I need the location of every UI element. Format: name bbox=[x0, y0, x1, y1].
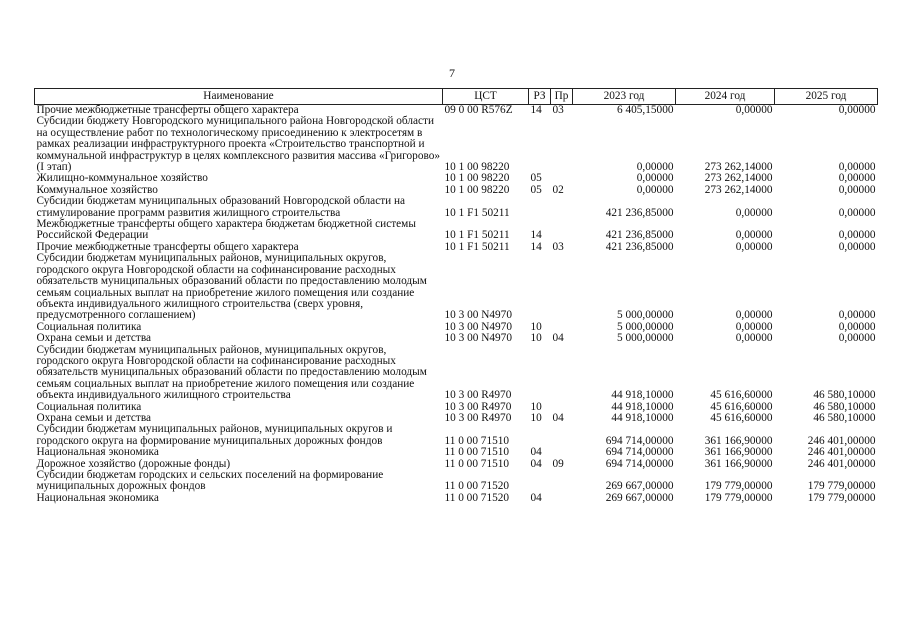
table-row bbox=[35, 196, 878, 219]
row-2025: 0,00000 bbox=[838, 240, 876, 253]
row-cst: 11 0 00 71510 bbox=[444, 446, 510, 459]
row-rz bbox=[529, 253, 551, 321]
row-cst: 10 1 00 98220 bbox=[444, 183, 510, 196]
row-2025: 0,00000 bbox=[838, 332, 876, 345]
table-row bbox=[35, 253, 878, 321]
row-2025: 246 401,00000 bbox=[807, 457, 876, 470]
row-2024: 0,00000 bbox=[735, 240, 773, 253]
row-rz bbox=[529, 116, 551, 173]
row-2023: 5 000,00000 bbox=[617, 332, 674, 345]
row-cst: 10 1 00 98220 bbox=[444, 161, 510, 174]
row-2024: 0,00000 bbox=[735, 229, 773, 242]
row-2023: 269 667,00000 bbox=[605, 491, 674, 504]
row-2025: 0,00000 bbox=[838, 172, 876, 185]
row-name: Социальная политика bbox=[36, 320, 142, 333]
row-2025: 46 580,10000 bbox=[813, 389, 876, 402]
row-pr bbox=[551, 116, 573, 173]
row-2025: 246 401,00000 bbox=[807, 434, 876, 447]
row-2024: 361 166,90000 bbox=[704, 457, 773, 470]
row-cst: 10 3 00 N4970 bbox=[444, 309, 512, 322]
row-cst: 09 0 00 R576Z bbox=[444, 104, 513, 116]
row-2023: 5 000,00000 bbox=[617, 309, 674, 322]
row-cst: 11 0 00 71510 bbox=[444, 457, 510, 470]
header-2025: 2025 год bbox=[775, 89, 878, 105]
row-2023: 44 918,10000 bbox=[611, 389, 674, 402]
row-rz: 14 bbox=[530, 229, 542, 242]
row-name: Национальная экономика bbox=[36, 491, 159, 504]
row-2023: 269 667,00000 bbox=[605, 480, 674, 493]
row-pr: 02 bbox=[552, 183, 564, 196]
row-2024: 273 262,14000 bbox=[704, 172, 773, 185]
row-2023: 421 236,85000 bbox=[605, 229, 674, 242]
budget-table bbox=[34, 88, 878, 504]
row-name: Субсидии бюджетам муниципальных образований Новгородской области на стимулирование программ развития жилищного строительства bbox=[36, 195, 406, 219]
row-name: Субсидии бюджетам городских и сельских поселений на формирование муниципальных дорожных фондов bbox=[36, 469, 384, 493]
table-row bbox=[35, 116, 878, 173]
row-2023: 44 918,10000 bbox=[611, 400, 674, 413]
row-pr: 04 bbox=[552, 332, 564, 345]
row-rz: 14 bbox=[530, 104, 542, 116]
row-2024: 0,00000 bbox=[735, 309, 773, 322]
row-rz: 05 bbox=[530, 183, 542, 196]
header-rz: РЗ bbox=[529, 89, 551, 105]
row-2024: 45 616,60000 bbox=[710, 389, 773, 402]
row-pr bbox=[551, 424, 573, 447]
row-rz bbox=[529, 196, 551, 219]
row-pr bbox=[551, 447, 573, 458]
row-2024: 361 166,90000 bbox=[704, 446, 773, 459]
row-name: Прочие межбюджетные трансферты общего характера bbox=[36, 240, 299, 253]
header-cst: ЦСТ bbox=[443, 89, 529, 105]
row-cst: 11 0 00 71520 bbox=[444, 480, 510, 493]
row-rz bbox=[529, 345, 551, 402]
row-2025: 0,00000 bbox=[838, 183, 876, 196]
row-name: Коммунальное хозяйство bbox=[36, 183, 158, 196]
row-pr: 09 bbox=[552, 457, 564, 470]
header-pr: Пр bbox=[551, 89, 573, 105]
row-2023: 0,00000 bbox=[636, 161, 674, 174]
row-name: Субсидии бюджету Новгородского муниципального района Новгородской области на осуществление работ по технологическому присоединению к электросетям в рамках реализации инфраструктурного проекта «Строительство транспортной и коммунальной инфраструктур в целях комплексного развития массива «Григорово» (I этап) bbox=[36, 115, 441, 174]
table-row bbox=[35, 493, 878, 504]
page-number: 7 bbox=[449, 66, 455, 80]
row-rz: 10 bbox=[530, 411, 542, 424]
row-cst: 10 3 00 R4970 bbox=[444, 411, 512, 424]
row-pr: 03 bbox=[552, 240, 564, 253]
row-pr bbox=[551, 196, 573, 219]
table-row bbox=[35, 470, 878, 493]
row-cst: 10 3 00 R4970 bbox=[444, 400, 512, 413]
row-pr bbox=[551, 470, 573, 493]
row-2023: 421 236,85000 bbox=[605, 206, 674, 219]
row-name: Межбюджетные трансферты общего характера бюджетам бюджетной системы Российской Федерации bbox=[36, 218, 416, 242]
row-2023: 6 405,15000 bbox=[617, 104, 674, 116]
row-2024: 273 262,14000 bbox=[704, 161, 773, 174]
row-rz: 04 bbox=[530, 457, 542, 470]
row-cst: 10 1 F1 50211 bbox=[444, 229, 510, 242]
row-rz bbox=[529, 470, 551, 493]
row-2025: 179 779,00000 bbox=[807, 491, 876, 504]
row-2023: 694 714,00000 bbox=[605, 446, 674, 459]
row-name: Прочие межбюджетные трансферты общего характера bbox=[36, 104, 299, 116]
row-rz: 04 bbox=[530, 446, 542, 459]
row-pr bbox=[551, 253, 573, 321]
row-name: Охрана семьи и детства bbox=[36, 332, 152, 345]
row-2025: 0,00000 bbox=[838, 320, 876, 333]
row-2023: 694 714,00000 bbox=[605, 457, 674, 470]
row-name: Субсидии бюджетам муниципальных районов, муниципальных округов, городского округа Новгородской области на софинансирование расходных обязательств муниципальных образований области по предоставлению молодым семьям социальных выплат на приобретение жилого помещения или создание объекта индивидуального жилищного строительства bbox=[36, 343, 427, 402]
row-2024: 0,00000 bbox=[735, 320, 773, 333]
row-pr: 04 bbox=[552, 411, 564, 424]
row-2023: 44 918,10000 bbox=[611, 411, 674, 424]
row-2024: 273 262,14000 bbox=[704, 183, 773, 196]
row-2023: 0,00000 bbox=[636, 172, 674, 185]
row-2024: 45 616,60000 bbox=[710, 400, 773, 413]
table-row bbox=[35, 345, 878, 402]
row-2024: 179 779,00000 bbox=[704, 491, 773, 504]
row-2024: 361 166,90000 bbox=[704, 434, 773, 447]
row-pr: 03 bbox=[552, 104, 564, 116]
row-rz: 10 bbox=[530, 332, 542, 345]
row-name: Охрана семьи и детства bbox=[36, 411, 152, 424]
row-rz: 10 bbox=[530, 400, 542, 413]
row-name: Национальная экономика bbox=[36, 446, 159, 459]
row-cst: 10 3 00 N4970 bbox=[444, 332, 512, 345]
row-2023: 0,00000 bbox=[636, 183, 674, 196]
row-pr bbox=[551, 219, 573, 242]
row-2024: 0,00000 bbox=[735, 332, 773, 345]
row-2024: 45 616,60000 bbox=[710, 411, 773, 424]
row-2023: 5 000,00000 bbox=[617, 320, 674, 333]
row-2025: 0,00000 bbox=[838, 206, 876, 219]
header-name: Наименование bbox=[35, 89, 443, 105]
row-name: Социальная политика bbox=[36, 400, 142, 413]
row-2023: 694 714,00000 bbox=[605, 434, 674, 447]
row-2025: 0,00000 bbox=[838, 161, 876, 174]
row-cst: 11 0 00 71520 bbox=[444, 491, 510, 504]
row-2024: 0,00000 bbox=[735, 206, 773, 219]
row-cst: 11 0 00 71510 bbox=[444, 434, 510, 447]
row-2025: 0,00000 bbox=[838, 104, 876, 116]
row-2024: 179 779,00000 bbox=[704, 480, 773, 493]
row-pr bbox=[551, 493, 573, 504]
row-name: Жилищно-коммунальное хозяйство bbox=[36, 172, 208, 185]
row-2025: 0,00000 bbox=[838, 309, 876, 322]
row-2025: 0,00000 bbox=[838, 229, 876, 242]
row-rz: 10 bbox=[530, 320, 542, 333]
table-row bbox=[35, 447, 878, 458]
row-rz bbox=[529, 424, 551, 447]
row-pr bbox=[551, 345, 573, 402]
row-2023: 421 236,85000 bbox=[605, 240, 674, 253]
row-2025: 179 779,00000 bbox=[807, 480, 876, 493]
row-name: Субсидии бюджетам муниципальных районов, муниципальных округов, городского округа Новгородской области на софинансирование расходных обязательств муниципальных образований области по предоставлению молодым семьям социальных выплат на приобретение жилого помещения или создание объекта индивидуального жилищного строительства (сверх уровня, предусмотренного соглашением) bbox=[36, 252, 427, 322]
row-2025: 246 401,00000 bbox=[807, 446, 876, 459]
row-cst: 10 3 00 R4970 bbox=[444, 389, 512, 402]
row-cst: 10 1 F1 50211 bbox=[444, 206, 510, 219]
table-row bbox=[35, 219, 878, 242]
row-2024: 0,00000 bbox=[735, 104, 773, 116]
row-cst: 10 3 00 N4970 bbox=[444, 320, 512, 333]
header-2023: 2023 год bbox=[573, 89, 676, 105]
table-header-row bbox=[35, 89, 878, 105]
row-rz: 14 bbox=[530, 240, 542, 253]
row-cst: 10 1 00 98220 bbox=[444, 172, 510, 185]
header-2024: 2024 год bbox=[676, 89, 775, 105]
row-cst: 10 1 F1 50211 bbox=[444, 240, 510, 253]
table-row bbox=[35, 424, 878, 447]
table-row bbox=[35, 333, 878, 344]
row-rz: 04 bbox=[530, 491, 542, 504]
row-name: Дорожное хозяйство (дорожные фонды) bbox=[36, 457, 231, 470]
row-name: Субсидии бюджетам муниципальных районов, муниципальных округов и городского округа на формирование муниципальных дорожных фондов bbox=[36, 423, 393, 447]
row-2025: 46 580,10000 bbox=[813, 400, 876, 413]
row-rz: 05 bbox=[530, 172, 542, 185]
row-2025: 46 580,10000 bbox=[813, 411, 876, 424]
